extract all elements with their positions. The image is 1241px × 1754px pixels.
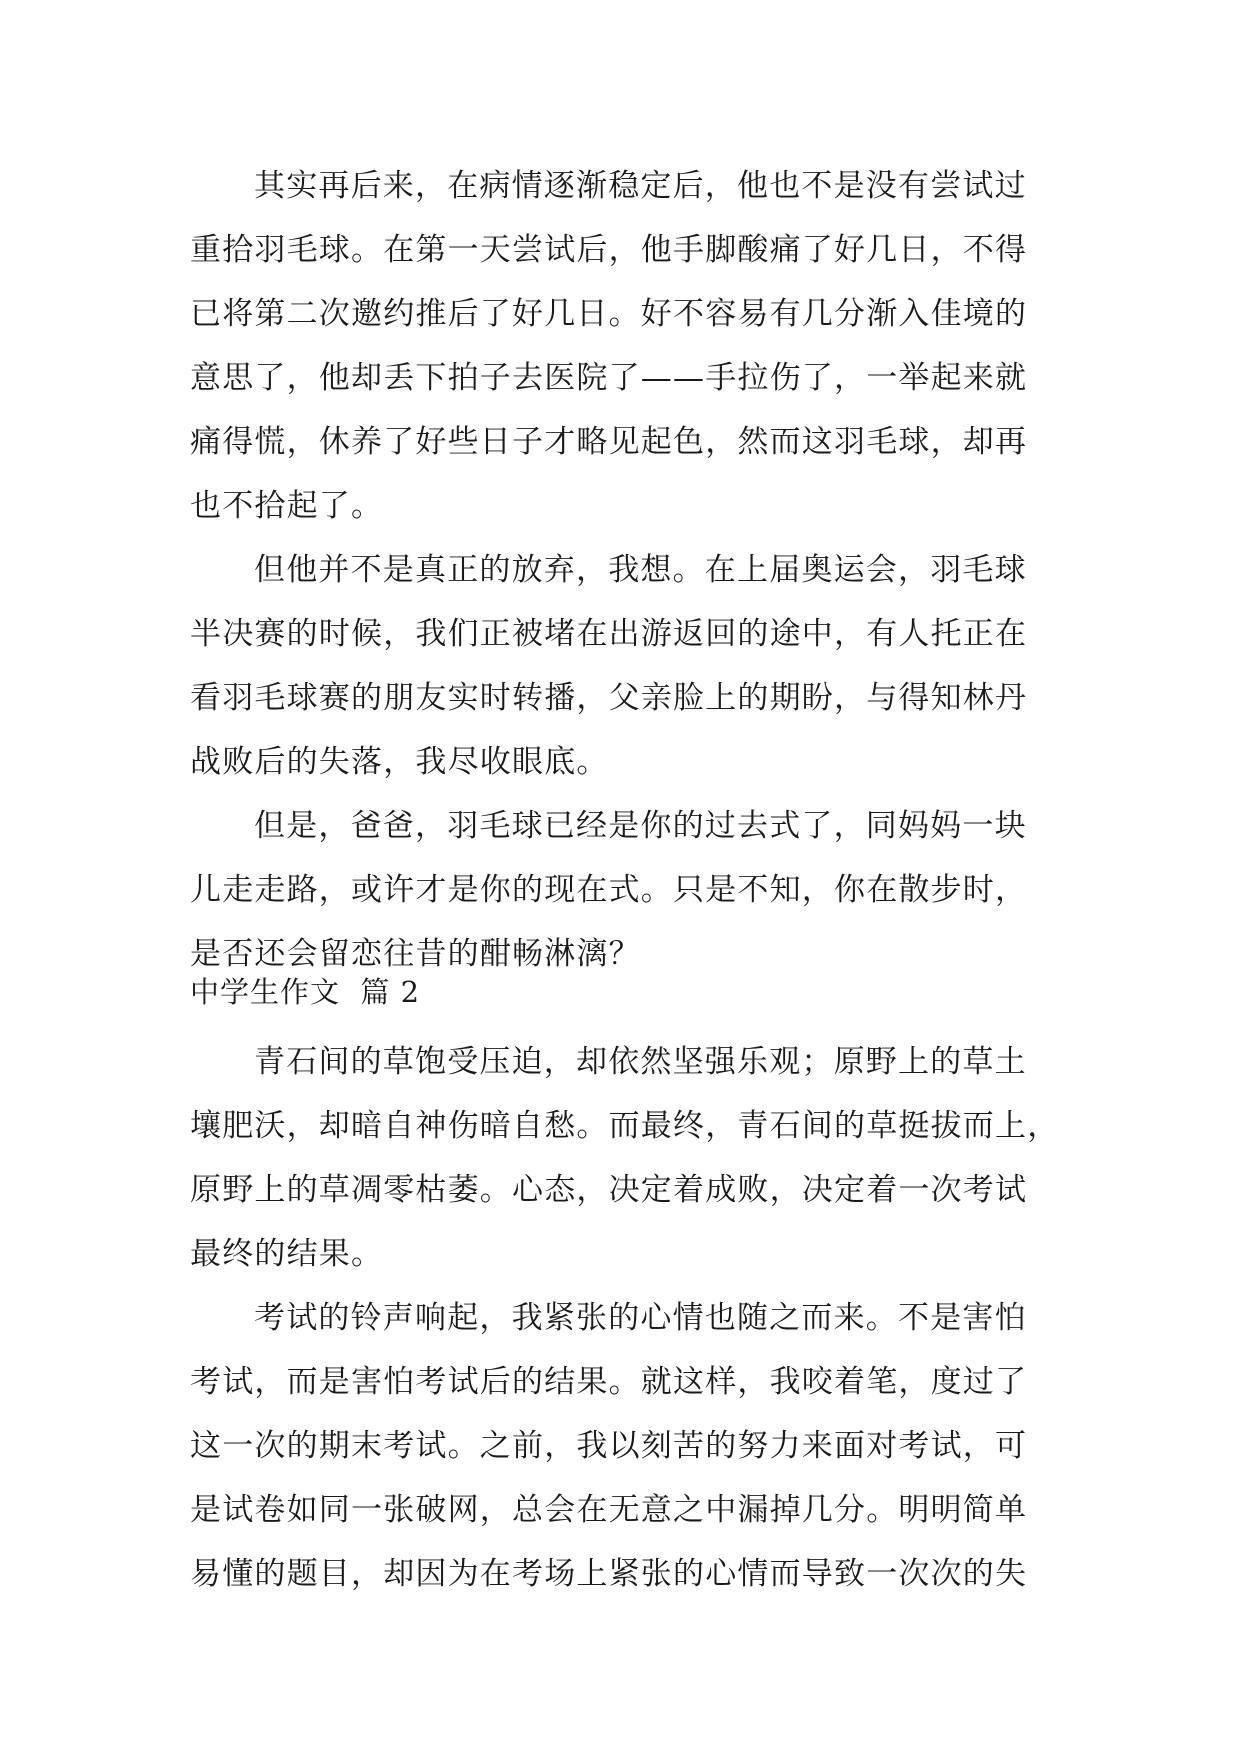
text-line: 原野上的草凋零枯萎。心态，决定着成败，决定着一次考试 (190, 1172, 1028, 1208)
essay-2-body (190, 1030, 1070, 1606)
essay-2-heading: 中学生作文 篇 2 (190, 975, 421, 1009)
text-line: 已将第二次邀约推后了好几日。好不容易有几分渐入佳境的 (190, 296, 1028, 332)
text-line: 易懂的题目，却因为在考场上紧张的心情而导致一次次的失 (190, 1556, 1028, 1592)
text-line: 最终的结果。 (190, 1236, 384, 1272)
text-line: 青石间的草饱受压迫，却依然坚强乐观；原野上的草土 (254, 1044, 1027, 1080)
text-line: 半决赛的时候，我们正被堵在出游返回的途中，有人托正在 (190, 616, 1028, 652)
text-line: 是否还会留恋往昔的酣畅淋漓？ (190, 936, 641, 972)
text-line: 也不拾起了。 (190, 488, 384, 524)
text-line: 痛得慌，休养了好些日子才略见起色，然而这羽毛球，却再 (190, 424, 1028, 460)
essay-1-paragraph-1 (190, 154, 1070, 538)
essay-2-paragraph-1 (190, 1030, 1070, 1286)
text-line: 其实再后来，在病情逐渐稳定后，他也不是没有尝试过 (254, 168, 1027, 204)
text-line: 考试，而是害怕考试后的结果。就这样，我咬着笔，度过了 (190, 1364, 1028, 1400)
text-line: 但是，爸爸，羽毛球已经是你的过去式了，同妈妈一块 (254, 808, 1027, 844)
text-line: 考试的铃声响起，我紧张的心情也随之而来。不是害怕 (254, 1300, 1027, 1336)
text-line: 看羽毛球赛的朋友实时转播，父亲脸上的期盼，与得知林丹 (190, 680, 1028, 716)
essay-1-paragraph-3 (190, 794, 1070, 986)
text-line: 儿走走路，或许才是你的现在式。只是不知，你在散步时， (190, 872, 1028, 908)
text-line: 壤肥沃，却暗自神伤暗自愁。而最终，青石间的草挺拔而上， (190, 1108, 1060, 1144)
text-line: 重拾羽毛球。在第一天尝试后，他手脚酸痛了好几日，不得 (190, 232, 1028, 268)
text-line: 是试卷如同一张破网，总会在无意之中漏掉几分。明明简单 (190, 1492, 1028, 1528)
text-line: 意思了，他却丢下拍子去医院了——手拉伤了，一举起来就 (190, 360, 1028, 396)
essay-1-paragraph-2 (190, 538, 1070, 794)
text-line: 这一次的期末考试。之前，我以刻苦的努力来面对考试，可 (190, 1428, 1028, 1464)
text-line: 但他并不是真正的放弃，我想。在上届奥运会，羽毛球 (254, 552, 1027, 588)
essay-1-body (190, 154, 1070, 986)
essay-2-paragraph-2 (190, 1286, 1070, 1606)
text-line: 战败后的失落，我尽收眼底。 (190, 744, 609, 780)
